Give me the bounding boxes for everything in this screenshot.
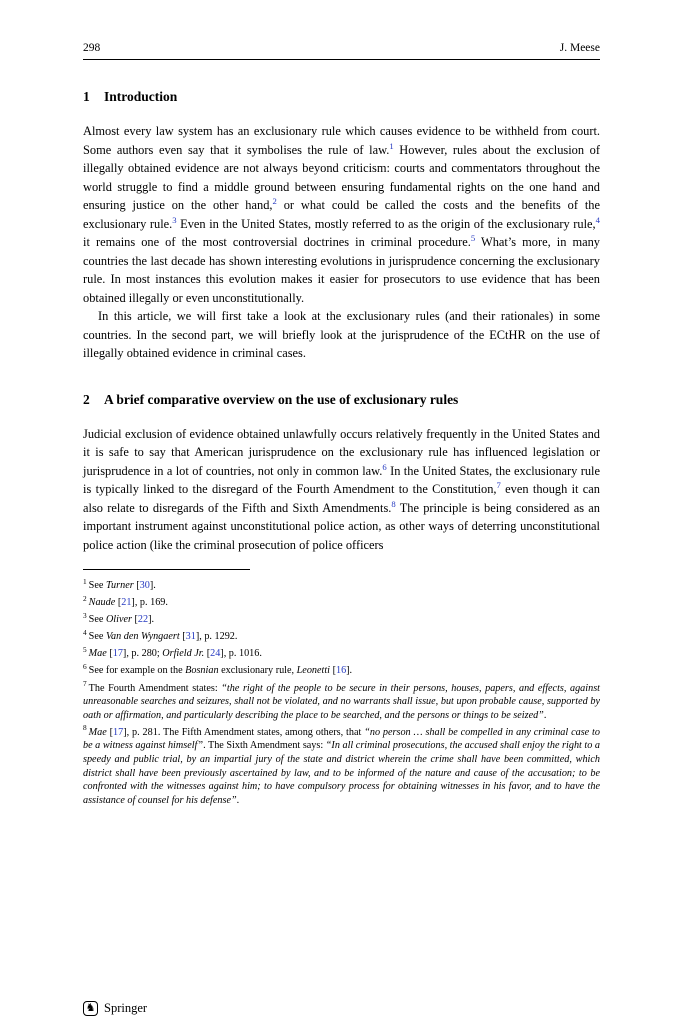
emphasis-text: Orfield Jr. [162,648,205,660]
page-number: 298 [83,42,101,54]
footnote-marker[interactable]: 4 [595,214,600,225]
footnote-separator-rule [83,569,250,570]
footnote-number: 6 [83,662,87,672]
header-rule [83,59,600,60]
footnote-text: See for example on the Bosnian exclusionary rule, Leonetti [16]. [88,665,353,677]
footnote-marker[interactable]: 1 [389,140,394,151]
footnote-text: See Oliver [22]. [88,614,155,626]
paragraph: Almost every law system has an exclusionary rule which causes evidence to be withheld from court. Some authors even say that it symbolises the rule of law.$^1$ However, rules about the exclusion of illegally obtained evidence are not always beyond criticism: courts and commentators throughout the world struggle to find a middle ground between ensuring fundamental rights on the one hand and ensuring justice on the other hand,$^2$ or what could be called the costs and the benefits of the exclusionary rule.$^3$ Even in the United States, mostly referred to as the origin of the exclusionary rule,$^4$ it remains one of the most controversial doctrines in criminal procedure.$^5$ What’s more, in many countries the last decade has shown interesting evolutions in jurisprudence concerning the exclusionary rule. In most instances this evolution makes it easier for prosecutors to use evidence that has been obtained illegally or even unconstitutionally. [83,124,600,305]
publisher-name: Springer [104,1001,148,1015]
footnote [83,723,601,808]
footnote-marker[interactable]: 6 [382,461,387,472]
footnote-number: 5 [83,644,87,654]
emphasis-text: Naude [88,597,116,609]
footnote-text: Mae [17], p. 280; Orfield Jr. [24], p. 1016. [88,648,262,660]
emphasis-text: Oliver [105,614,132,626]
section-title: A brief comparative overview on the use of exclusionary rules [104,391,459,407]
emphasis-text: “no person … shall be compelled in any criminal case to be a witness against himself” [83,726,600,752]
footnote-marker[interactable]: 3 [172,214,177,225]
page-footer [83,1001,147,1016]
footnote-number: 4 [83,627,87,637]
emphasis-text: Mae [88,726,107,738]
citation-link[interactable]: 17 [113,726,124,738]
footnote [83,610,600,627]
footnote-marker[interactable]: 2 [272,195,277,206]
footnote [83,593,600,610]
footnote-number: 3 [83,610,87,620]
footnote-text: See Turner [30]. [88,580,156,591]
springer-logo-icon: ♞ [83,1001,98,1016]
footnote [83,679,600,723]
citation-link[interactable]: 22 [137,614,149,626]
footnote-number: 2 [83,593,87,603]
citation-link[interactable]: 30 [139,580,150,591]
emphasis-text: Turner [105,580,134,591]
paragraph: Judicial exclusion of evidence obtained unlawfully occurs relatively frequently in the United States and it is safe to say that American jurisprudence on the exclusionary rule has influenced legislation or jurisprudence in a lot of countries, not only in common law.$^6$ In the United States, the exclusionary rule is typically linked to the disregard of the Fourth Amendment to the Constitution,$^7$ even though it can also relate to disregards of the Fifth and Sixth Amendments.$^8$ The principle is being considered as an important instrument against unconstitutional police action, as other ways of deterring unconstitutional police action (like the criminal prosecution of police officers [83,426,601,552]
section-number: 1 [83,89,90,104]
emphasis-text: “the right of the people to be secure in their persons, houses, papers, and effects, against unreasonable searches and seizures, shall not be violated, and no warrants shall issue, but upon probable cause, supported by oath or affirmation, and particularly describing the place to be searched, and the persons or things to be seized” [83,682,600,721]
citation-link[interactable]: 21 [121,597,132,609]
emphasis-text: Van den Wyngaert [105,631,180,643]
emphasis-text: Bosnian [185,665,219,677]
emphasis-text: “In all criminal prosecutions, the accused shall enjoy the right to a speedy and public trial, by an impartial jury of the state and district wherein the crime shall have been committed, which district shall have been previously ascertained by law, and to be informed of the nature and cause of the accusation; to be confronted with the witnesses against him; to have compulsory process for obtaining witnesses in his favor, and to have the assistance of counsel for his defense” [83,740,601,806]
footnote-text: Naude [21], p. 169. [88,597,168,609]
footnote-number: 1 [83,576,87,586]
section-title: Introduction [104,89,178,104]
running-author: J. Meese [559,42,600,54]
paragraph: In this article, we will first take a look at the exclusionary rules (and their rationales) in some countries. In the second part, we will briefly look at the jurisprudence of the ECtHR on the use of illegally obtained evidence in criminal cases. [83,309,600,360]
footnote-text: Mae [17], p. 281. The Fifth Amendment states, among others, that “no person … shall be compelled in any criminal case to be a witness against himself”. The Sixth Amendment says: “In all criminal prosecutions, the accused shall enjoy the right to a speedy and public trial, by an impartial jury of the state and district wherein the crime shall have been committed, which district shall have been previously ascertained by law, and to be informed of the nature and cause of the accusation; to be confronted with the witnesses against him; to have compulsory process for obtaining witnesses in his favor, and to have the assistance of counsel for his defense”. [83,726,601,806]
section [83,392,600,555]
citation-link[interactable]: 31 [185,631,196,643]
footnote-marker[interactable]: 8 [391,498,396,509]
citation-link[interactable]: 16 [335,665,347,677]
footnote-text: The Fourth Amendment states: “the right of the people to be secure in their persons, houses, papers, and effects, against unreasonable searches and seizures, shall not be violated, and no warrants shall issue, but upon probable cause, supported by oath or affirmation, and particularly describing the place to be searched, and the persons or things to be seized”. [83,682,600,721]
article-body [83,89,600,554]
footnote-text: See Van den Wyngaert [31], p. 1292. [88,631,238,643]
section-number: 2 [83,391,90,407]
footnote [83,664,600,678]
emphasis-text: Leonetti [296,665,331,677]
section [83,89,600,363]
footnote-marker[interactable]: 5 [470,232,476,243]
running-head [83,42,600,54]
citation-link[interactable]: 24 [210,648,221,660]
emphasis-text: Mae [88,648,107,660]
citation-link[interactable]: 17 [112,648,123,660]
footnote [83,627,600,644]
footnote-number: 8 [83,723,87,733]
section-heading [83,392,600,408]
footnote [83,576,600,593]
footnotes-block [83,576,601,807]
footnote-marker[interactable]: 7 [496,479,501,490]
footnote [83,644,600,661]
section-heading [83,89,600,105]
footnote-number: 7 [83,679,87,689]
